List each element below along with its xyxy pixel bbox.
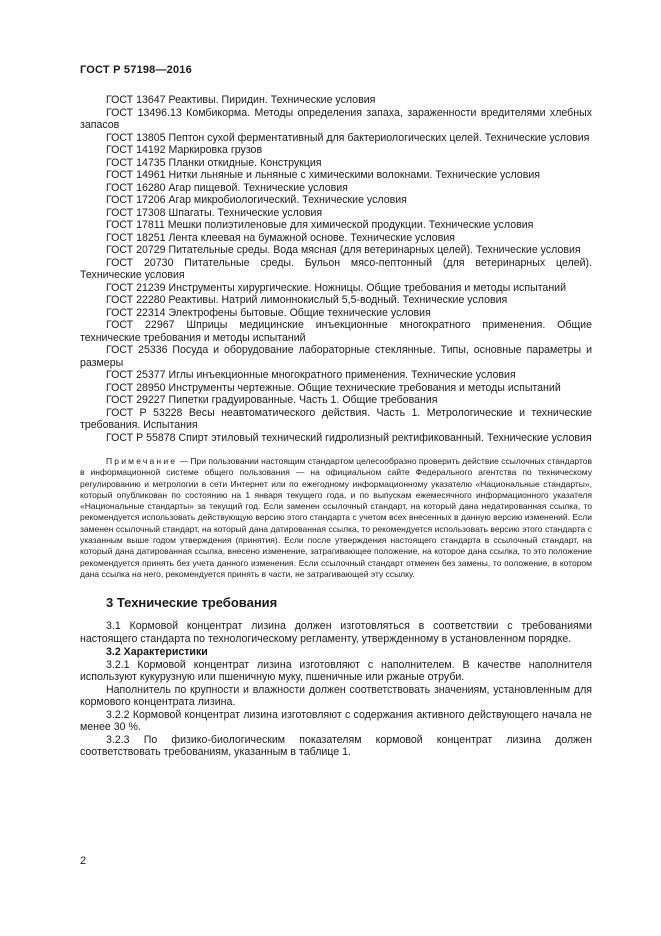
reference-item: ГОСТ 22280 Реактивы. Натрий лимоннокислый 5,5-водный. Технические условия <box>106 294 508 306</box>
page-number: 2 <box>80 855 87 867</box>
reference-item: ГОСТ 21239 Инструменты хирургические. Ножницы. Общие требования и методы испытаний <box>106 281 567 294</box>
clause-paragraph: Наполнитель по крупности и влажности должен соответствовать значениям, установленным для кормового концентрата лизина. <box>80 683 592 709</box>
reference-item: ГОСТ 22314 Электрофены бытовые. Общие технические условия <box>106 306 431 319</box>
clause-3-2-3: 3.2.3 По физико-биологическим показателям кормовой концентрат лизина должен соответствовать требованиям, указанным в таблице 1. <box>80 733 592 759</box>
reference-item: ГОСТ 14735 Планки откидные. Конструкция <box>106 156 322 169</box>
reference-item: ГОСТ 16280 Агар пищевой. Технические условия <box>106 181 348 194</box>
clause-3-2-2: 3.2.2 Кормовой концентрат лизина изготовляют с содержания активного действующего начала не менее 30 %. <box>80 708 592 734</box>
clause-3-1: 3.1 Кормовой концентрат лизина должен изготовляться в соответствии с требованиями настоящего стандарта по технологическому регламенту, утвержденному в установленном порядке. <box>80 620 592 645</box>
reference-item: ГОСТ 13647 Реактивы. Пиридин. Технические условия <box>106 94 376 106</box>
reference-item: ГОСТ 25336 Посуда и оборудование лабораторные стеклянные. Типы, основные параметры и размеры <box>80 344 592 369</box>
reference-item: ГОСТ 17811 Мешки полиэтиленовые для химической продукции. Технические условия <box>106 219 534 231</box>
document-code-header: ГОСТ Р 57198—2016 <box>80 64 192 76</box>
reference-item: ГОСТ 17206 Агар микробиологический. Технические условия <box>106 194 407 206</box>
section-heading: 3 Технические требования <box>106 595 278 611</box>
reference-item: ГОСТ 18251 Лента клеевая на бумажной основе. Технические условия <box>106 231 455 244</box>
note-text: — При пользовании настоящим стандартом целесообразно проверить действие ссылочных стандартов в информационной системе общего пользования — на официальном сайте Федерального агентства по техническому регулированию и метрологии в сети Интернет или по ежегодному информационному указателю «Национальные стандарты», который опубликован по состоянию на 1 января текущего года, и по выпускам ежемесячного информационного указателя «Национальные стандарты» за текущий год. Если заменен ссылочный стандарт, на который дана недатированная ссылка, то рекомендуется использовать действующую версию этого стандарта с учетом всех внесенных в данную версию изменений. Если заменен ссылочный стандарт, на который дана датированная ссылка, то рекомендуется использовать версию этого стандарта с указанным выше годом утверждения (принятия). Если после утверждения настоящего стандарта в ссылочный стандарт, на который дана датированная ссылка, внесено изменение, затрагивающее положение, на которое дана ссылка, то это положение рекомендуется принять без учета данного изменения. Если ссылочный стандарт отменен без замены, то положение, в котором дана ссылка на него, рекомендуется принять в части, не затрагивающей эту ссылку. <box>80 456 592 579</box>
reference-item: ГОСТ 17308 Шпагаты. Технические условия <box>106 206 323 219</box>
subsection-heading: 3.2 Характеристики <box>106 646 208 659</box>
document-body <box>80 94 592 759</box>
reference-item: ГОСТ 13496.13 Комбикорма. Методы определения запаха, зараженности вредителями хлебных запасов <box>80 106 592 131</box>
reference-item: ГОСТ Р 53228 Весы неавтоматического действия. Часть 1. Метрологические и технические требования. Испытания <box>80 406 592 431</box>
note-paragraph <box>80 456 592 580</box>
reference-item: ГОСТ 20730 Питательные среды. Бульон мясо-пептонный (для ветеринарных целей). Технические условия <box>80 256 592 281</box>
section-body <box>80 620 592 759</box>
reference-item: ГОСТ 14961 Нитки льняные и льняные с химическими волокнами. Технические условия <box>106 169 540 181</box>
normative-references-list <box>80 94 592 444</box>
note-label: Примечание <box>106 456 178 466</box>
reference-item: ГОСТ 13805 Пептон сухой ферментативный для бактериологических целей. Технические условия <box>106 131 590 144</box>
reference-item: ГОСТ 22967 Шприцы медицинские инъекционные многократного применения. Общие технические требования и методы испытаний <box>80 319 592 344</box>
reference-item: ГОСТ Р 55878 Спирт этиловый технический гидролизный ректификованный. Технические условия <box>106 431 592 444</box>
reference-item: ГОСТ 25377 Иглы инъекционные многократного применения. Технические условия <box>106 369 516 381</box>
reference-item: ГОСТ 28950 Инструменты чертежные. Общие технические требования и методы испытаний <box>106 381 561 394</box>
reference-item: ГОСТ 14192 Маркировка грузов <box>106 144 263 156</box>
reference-item: ГОСТ 29227 Пипетки градуированные. Часть 1. Общие требования <box>106 394 438 406</box>
clause-3-2-1: 3.2.1 Кормовой концентрат лизина изготовляют с наполнителем. В качестве наполнителя используют кукурузную или пшеничную муку, пшеничные или ржаные отруби. <box>80 658 592 684</box>
reference-item: ГОСТ 20729 Питательные среды. Вода мясная (для ветеринарных целей). Технические условия <box>106 244 581 256</box>
